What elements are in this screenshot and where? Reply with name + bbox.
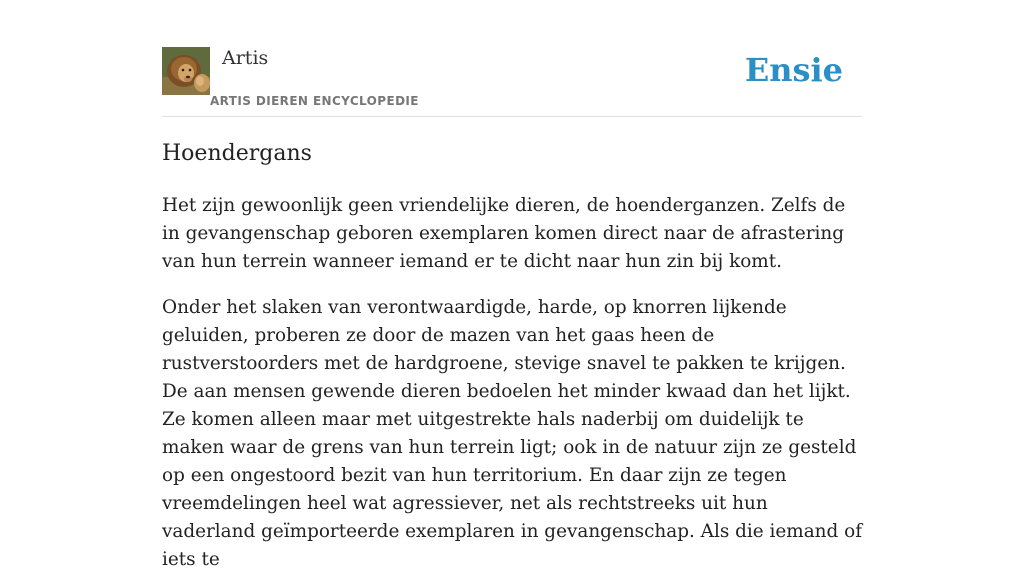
article	[162, 138, 864, 574]
article-title: Hoendergans	[162, 141, 312, 166]
avatar[interactable]	[162, 47, 210, 95]
encyclopedia-subtitle[interactable]: ARTIS DIEREN ENCYCLOPEDIE	[210, 94, 419, 108]
lion-photo-icon	[162, 47, 210, 95]
article-paragraph: Het zijn gewoonlijk geen vriendelijke dieren, de hoenderganzen. Zelfs de in gevangenschap geboren exemplaren komen direct naar de afrastering van hun terrein wanneer iemand er te dicht naar hun zin bij komt.	[162, 195, 846, 272]
header	[162, 0, 862, 117]
ensie-logo[interactable]: Ensie	[744, 51, 843, 89]
article-paragraph: Onder het slaken van verontwaardigde, harde, op knorren lijkende geluiden, proberen ze door de mazen van het gaas heen de rustverstoorders met de hardgroene, stevige snavel te pakken te krijgen. De aan mensen gewende dieren bedoelen het minder kwaad dan het lijkt. Ze komen alleen maar met uitgestrekte hals naderbij om duidelijk te maken waar de grens van hun terrein ligt; ook in de natuur zijn ze gesteld op een ongestoord bezit van hun territorium. En daar zijn ze tegen vreemdelingen heel wat agressiever, net als rechtstreeks uit hun vaderland geïmporteerde exemplaren in gevangenschap. Als die iemand of iets te	[162, 297, 863, 570]
author-name[interactable]: Artis	[222, 47, 269, 69]
